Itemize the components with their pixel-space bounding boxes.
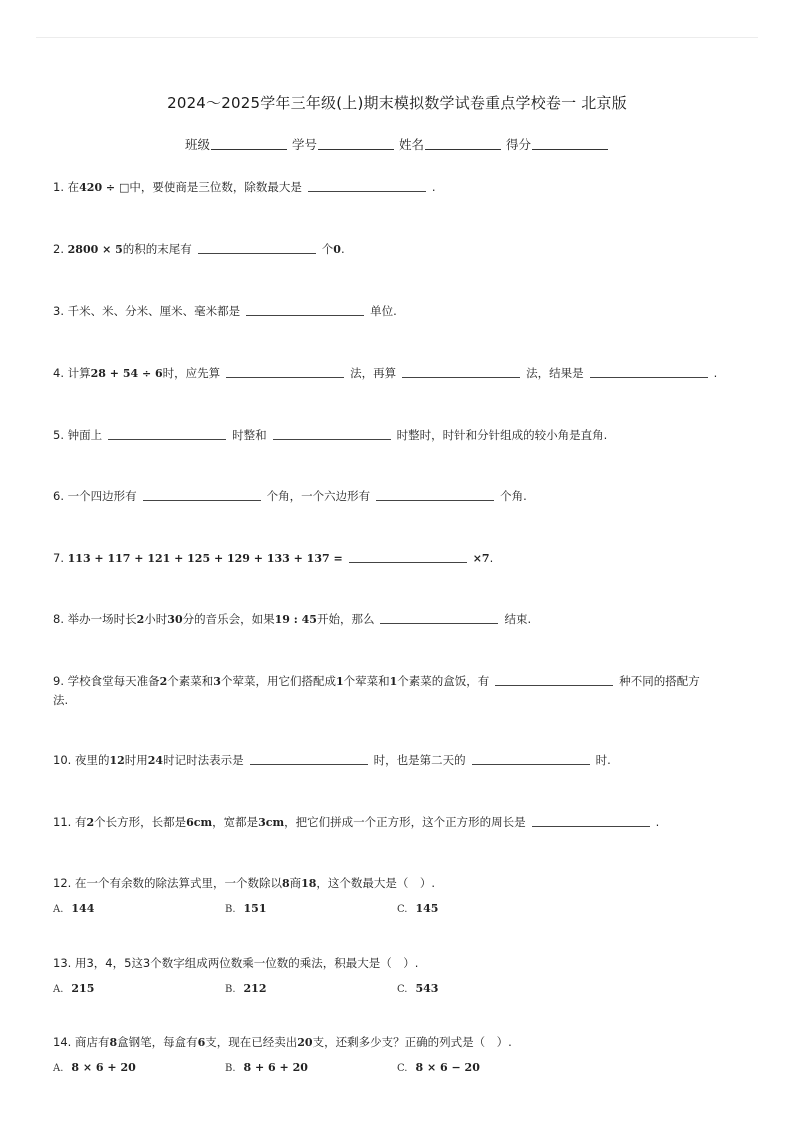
answer-blank[interactable] <box>250 763 368 765</box>
math-expression: 20 <box>297 1036 313 1049</box>
question-text: 个角，一个六边形有 <box>266 489 371 503</box>
question-text: . <box>655 815 660 829</box>
math-expression: 12 <box>109 754 125 767</box>
question-number: 13. <box>53 956 72 970</box>
question-text: 计算 <box>67 366 91 380</box>
math-expression: 8 <box>281 877 290 890</box>
question-number: 1. <box>53 180 64 194</box>
question-text: 时整时，时针和分针组成的较小角是直角. <box>396 428 608 442</box>
math-expression: 113 + 117 + 121 + 125 + 129 + 133 + 137 = <box>67 552 343 565</box>
question-text: 有 <box>74 815 87 829</box>
question-text: 时，应先算 <box>162 366 221 380</box>
question-text: 个长方形，长都是 <box>94 815 187 829</box>
option-a[interactable] <box>53 1061 136 1074</box>
math-expression: 3cm <box>258 816 285 829</box>
question-number: 4. <box>53 366 64 380</box>
question-text: 举办一场时长 <box>67 612 137 626</box>
option-value: 151 <box>243 902 267 915</box>
question-text: 小时 <box>144 612 168 626</box>
question-9 <box>53 672 734 709</box>
option-letter: C. <box>397 904 408 915</box>
math-expression: 2 <box>86 816 95 829</box>
math-expression: 1 <box>335 675 344 688</box>
option-letter: B. <box>225 984 236 995</box>
question-5 <box>53 426 734 444</box>
question-number: 2. <box>53 242 64 256</box>
question-text: . <box>713 366 718 380</box>
option-letter: C. <box>397 984 408 995</box>
question-text: 个荤菜和 <box>343 674 390 688</box>
math-expression: 420 ÷ □ <box>79 181 130 194</box>
question-text: . <box>431 180 436 194</box>
question-text: ， <box>112 956 125 970</box>
question-text: 中，要使商是三位数，除数最大是 <box>129 180 302 194</box>
option-letter: B. <box>225 904 236 915</box>
question-text: 时整和 <box>232 428 267 442</box>
answer-blank[interactable] <box>246 314 364 316</box>
question-text: 支，还剩多少支？正确的列式是（ ）. <box>312 1035 512 1049</box>
question-text: 个素菜和 <box>167 674 214 688</box>
question-text: 个 <box>321 242 334 256</box>
student-info-line <box>0 135 794 153</box>
answer-blank[interactable] <box>143 499 261 501</box>
answer-blank[interactable] <box>472 763 590 765</box>
question-number: 10. <box>53 753 72 767</box>
answer-blank[interactable] <box>376 499 494 501</box>
option-letter: A. <box>53 904 64 915</box>
math-expression: 3 <box>86 956 94 970</box>
math-expression: 5 <box>124 956 132 970</box>
option-value: 8 × 6 − 20 <box>415 1061 480 1074</box>
option-a[interactable] <box>53 982 94 995</box>
question-text: 个角. <box>500 489 527 503</box>
question-14 <box>53 1033 734 1052</box>
math-expression: 28 + 54 ÷ 6 <box>90 367 163 380</box>
question-text: 学校食堂每天准备 <box>67 674 160 688</box>
question-text: 时. <box>595 753 611 767</box>
question-text: ，这个数最大是（ ）. <box>316 876 436 890</box>
question-text: 在一个有余数的除法算式里，一个数除以 <box>74 876 282 890</box>
question-8 <box>53 610 734 629</box>
question-number: 6. <box>53 489 64 503</box>
question-number: 8. <box>53 612 64 626</box>
option-c[interactable] <box>397 902 438 915</box>
answer-blank[interactable] <box>198 252 316 254</box>
question-1 <box>53 178 734 197</box>
question-text: 种不同的搭配方 <box>619 674 700 688</box>
answer-blank[interactable] <box>590 376 708 378</box>
question-text: ， <box>93 956 106 970</box>
question-number: 12. <box>53 876 72 890</box>
question-text: . <box>489 551 494 565</box>
math-expression: 6 <box>197 1036 206 1049</box>
question-number: 7. <box>53 551 64 565</box>
option-value: 543 <box>415 982 439 995</box>
option-c[interactable] <box>397 982 438 995</box>
name-label: 姓名 <box>398 137 424 152</box>
math-expression: 8 <box>109 1036 118 1049</box>
question-text: 分的音乐会，如果 <box>182 612 275 626</box>
math-expression: 0 <box>333 243 341 256</box>
question-text: 法，结果是 <box>526 366 584 380</box>
math-expression: 30 <box>167 613 183 626</box>
question-10 <box>53 751 734 770</box>
math-expression: 2 <box>159 675 168 688</box>
answer-blank[interactable] <box>226 376 344 378</box>
math-expression: 1 <box>389 675 398 688</box>
option-letter: A. <box>53 984 64 995</box>
answer-blank[interactable] <box>349 561 467 563</box>
option-letter: A. <box>53 1063 64 1074</box>
question-number: 14. <box>53 1035 72 1049</box>
answer-blank[interactable] <box>380 622 498 624</box>
class-label: 班级 <box>184 137 210 152</box>
answer-blank[interactable] <box>108 438 226 440</box>
class-blank[interactable] <box>211 148 287 150</box>
question-text: 商 <box>289 876 302 890</box>
student-id-label: 学号 <box>291 137 317 152</box>
question-text: 钟面上 <box>67 428 103 442</box>
question-text: ，把它们拼成一个正方形，这个正方形的周长是 <box>284 815 526 829</box>
answer-blank[interactable] <box>532 825 650 827</box>
question-text: 个素菜的盒饭，有 <box>397 674 490 688</box>
question-number: 5. <box>53 428 64 442</box>
option-letter: C. <box>397 1063 408 1074</box>
question-number: 11. <box>53 815 72 829</box>
question-text: 开始，那么 <box>316 612 375 626</box>
option-value: 144 <box>71 902 95 915</box>
option-c[interactable] <box>397 1061 480 1074</box>
option-value: 212 <box>243 982 267 995</box>
option-value: 215 <box>71 982 95 995</box>
question-number: 3. <box>53 304 64 318</box>
score-label: 得分 <box>505 137 531 152</box>
option-b[interactable] <box>225 902 267 915</box>
question-text: 单位. <box>370 304 397 318</box>
option-value: 8 × 6 + 20 <box>71 1061 136 1074</box>
math-expression: 2800 × 5 <box>67 243 123 256</box>
question-7 <box>53 549 734 568</box>
question-text: 一个四边形有 <box>67 489 137 503</box>
answer-blank[interactable] <box>273 438 391 440</box>
question-text: 时用 <box>124 753 148 767</box>
question-4 <box>53 364 734 383</box>
question-text: 法，再算 <box>350 366 397 380</box>
question-text: 的积的末尾有 <box>122 242 192 256</box>
question-text: 时，也是第二天的 <box>373 753 466 767</box>
math-expression: 4 <box>105 956 113 970</box>
option-value: 8 + 6 + 20 <box>243 1061 308 1074</box>
question-text: 千米、米、分米、厘米、毫米都是 <box>67 304 241 318</box>
question-text: 支，现在已经卖出 <box>205 1035 298 1049</box>
answer-blank[interactable] <box>308 190 426 192</box>
question-text: 夜里的 <box>74 753 110 767</box>
answer-blank[interactable] <box>495 684 613 686</box>
question-text: 在 <box>67 180 80 194</box>
math-expression: 2 <box>136 613 145 626</box>
question-text: 法. <box>53 693 69 707</box>
option-b[interactable] <box>225 982 267 995</box>
math-expression: 19 : 45 <box>274 613 317 626</box>
question-12 <box>53 874 734 893</box>
question-text: 时记时法表示是 <box>163 753 244 767</box>
question-3 <box>53 302 734 320</box>
question-text: . <box>340 242 345 256</box>
math-expression: 3 <box>213 675 221 688</box>
question-text: 商店有 <box>74 1035 110 1049</box>
math-expression: 24 <box>147 754 164 767</box>
option-value: 145 <box>415 902 439 915</box>
question-text: ，宽都是 <box>212 815 259 829</box>
student-id-blank[interactable] <box>318 148 394 150</box>
question-text: 结束. <box>504 612 532 626</box>
question-text: 盒钢笔，每盒有 <box>117 1035 198 1049</box>
score-blank[interactable] <box>532 148 608 150</box>
page-top-rule <box>36 37 758 38</box>
option-a[interactable] <box>53 902 94 915</box>
question-13 <box>53 954 734 972</box>
page-title: 2024～2025学年三年级(上)期末模拟数学试卷重点学校卷一 北京版 <box>167 94 627 112</box>
option-b[interactable] <box>225 1061 308 1074</box>
question-6 <box>53 487 734 505</box>
option-letter: B. <box>225 1063 236 1074</box>
question-text: 用 <box>74 956 87 970</box>
question-text: 这3个数字组成两位数乘一位数的乘法，积最大是（ ）. <box>131 956 419 970</box>
question-number: 9. <box>53 674 64 688</box>
question-11 <box>53 813 734 832</box>
answer-blank[interactable] <box>402 376 520 378</box>
name-blank[interactable] <box>425 148 501 150</box>
math-expression: 6cm <box>186 816 213 829</box>
question-2 <box>53 240 734 259</box>
math-expression: ×7 <box>472 552 490 565</box>
math-expression: 18 <box>301 877 317 890</box>
question-text: 个荤菜，用它们搭配成 <box>220 674 336 688</box>
